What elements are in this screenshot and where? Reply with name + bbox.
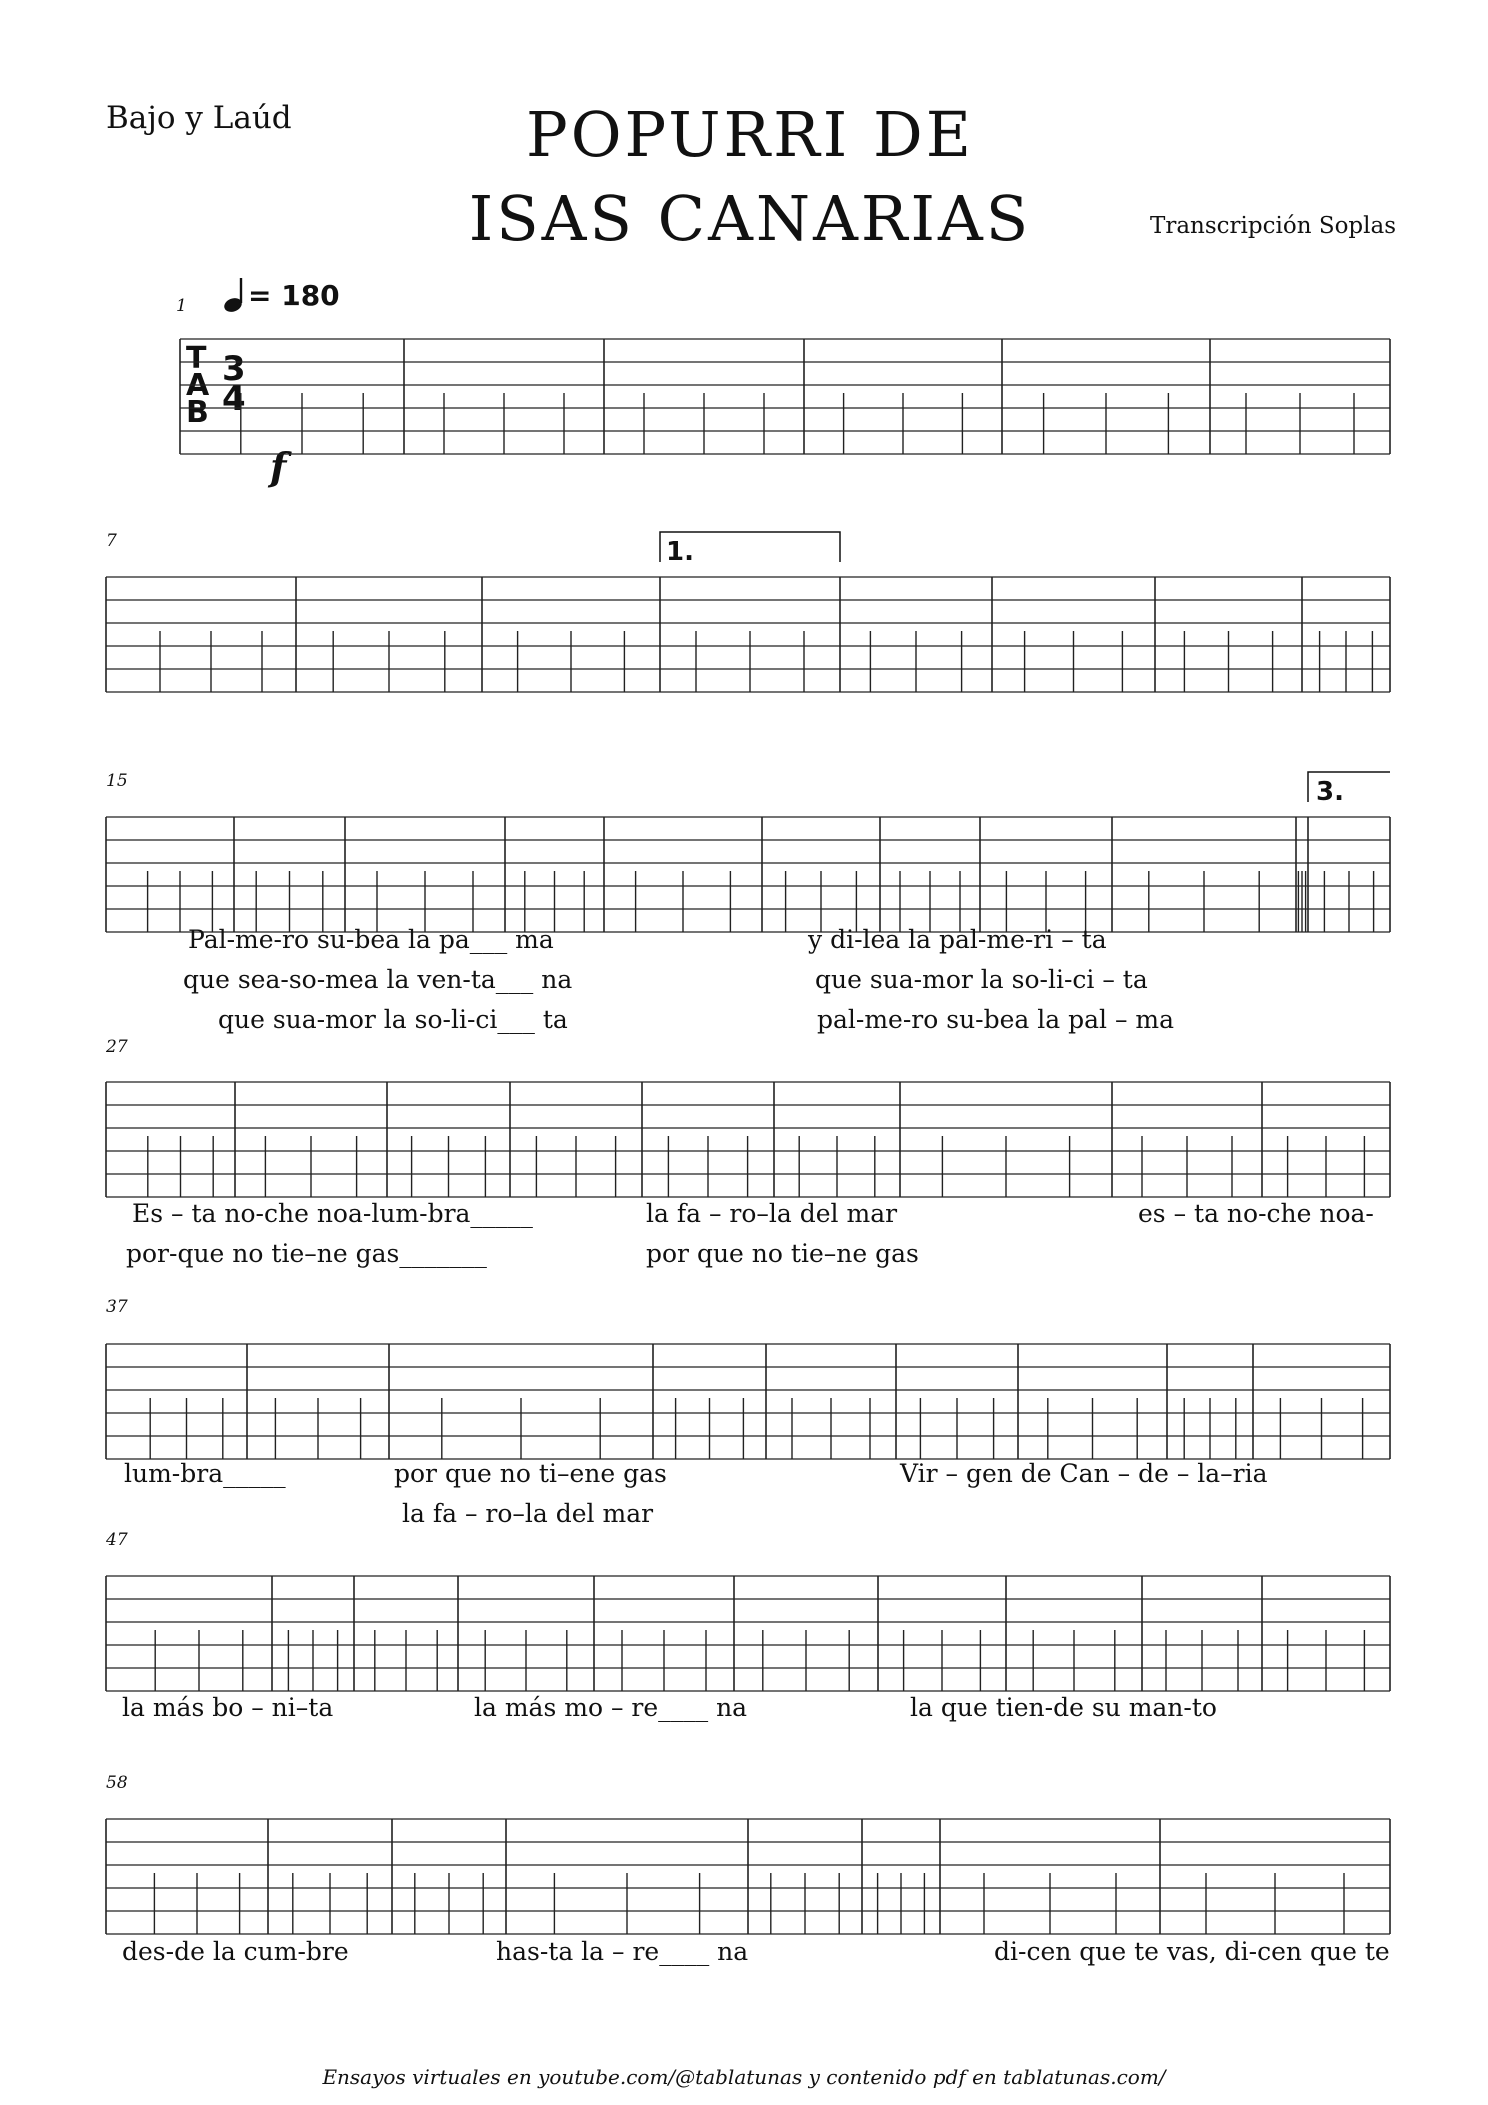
lyric-line: la fa – ro–la del mar — [402, 1499, 654, 1528]
lyric-line: y di-lea la pal-me-ri – ta — [808, 925, 1107, 954]
lyric-line: es – ta no-che noa- — [1138, 1199, 1374, 1228]
lyric-line: pal-me-ro su-bea la pal – ma — [817, 1005, 1175, 1034]
dynamic-forte: f — [270, 444, 287, 489]
measure-number-47: 47 — [106, 1530, 128, 1550]
svg-text:4: 4 — [222, 379, 246, 419]
volta-first-ending — [660, 532, 840, 567]
lyric-line: por-que no tie–ne gas_______ — [126, 1239, 487, 1268]
lyric-line: que sua-mor la so-li-ci___ ta — [218, 1005, 568, 1034]
svg-text:= 180: = 180 — [248, 279, 340, 312]
lyric-line: que sua-mor la so-li-ci – ta — [815, 965, 1148, 994]
lyric-line: Vir – gen de Can – de – la–ria — [900, 1459, 1268, 1488]
measure-number-15: 15 — [106, 771, 128, 791]
lyric-line: des-de la cum-bre — [122, 1937, 349, 1966]
tab-staff — [106, 817, 1390, 932]
svg-text:A: A — [186, 368, 210, 403]
lyric-line: la que tien-de su man-to — [910, 1693, 1217, 1722]
lyric-line: la más bo – ni–ta — [122, 1693, 334, 1722]
lyric-line: la más mo – re____ na — [474, 1693, 748, 1722]
title-line-2: ISAS CANARIAS — [468, 182, 1032, 255]
svg-text:3: 3 — [222, 349, 246, 389]
transcription-credit: Transcripción Soplas — [1150, 213, 1397, 239]
tab-staff — [180, 339, 1390, 454]
svg-text:B: B — [186, 395, 209, 430]
volta-third-ending — [1308, 772, 1390, 807]
tab-staff — [106, 1344, 1390, 1459]
lyric-line: Es – ta no-che noa-lum-bra_____ — [132, 1199, 533, 1228]
svg-text:1.: 1. — [666, 537, 694, 567]
measure-number-27: 27 — [106, 1037, 128, 1057]
lyric-line: di-cen que te vas, di-cen que te — [994, 1937, 1390, 1966]
measure-number-58: 58 — [106, 1773, 128, 1793]
lyric-line: has-ta la – re____ na — [496, 1937, 749, 1966]
lyric-line: que sea-so-mea la ven-ta___ na — [183, 965, 573, 994]
lyric-line: Pal-me-ro su-bea la pa___ ma — [188, 925, 554, 954]
lyric-line: por que no tie–ne gas — [646, 1239, 919, 1268]
tempo-marking — [222, 278, 339, 314]
measure-number-7: 7 — [106, 531, 117, 551]
tab-staff — [106, 1082, 1390, 1197]
tab-staff — [106, 1819, 1390, 1934]
lyrics-system-47 — [122, 1693, 1217, 1722]
title-line-1: POPURRI DE — [526, 98, 974, 171]
svg-text:3.: 3. — [1316, 777, 1344, 807]
lyric-line: lum-bra_____ — [124, 1459, 286, 1488]
tab-staff — [106, 577, 1390, 692]
svg-text:T: T — [186, 341, 207, 376]
lyrics-system-27 — [126, 1199, 1374, 1268]
footer-credit: Ensayos virtuales en youtube.com/@tablatunas y contenido pdf en tablatunas.com/ — [322, 2065, 1166, 2089]
lyrics-system-15 — [183, 925, 1174, 1034]
measure-number-1: 1 — [176, 296, 187, 316]
lyric-line: la fa – ro–la del mar — [646, 1199, 898, 1228]
measure-number-37: 37 — [106, 1297, 128, 1317]
lyric-line: por que no ti–ene gas — [394, 1459, 667, 1488]
tab-staff — [106, 1576, 1390, 1691]
instrument-label: Bajo y Laúd — [106, 100, 292, 136]
lyrics-system-37 — [124, 1459, 1268, 1528]
lyrics-system-58 — [122, 1937, 1390, 1966]
